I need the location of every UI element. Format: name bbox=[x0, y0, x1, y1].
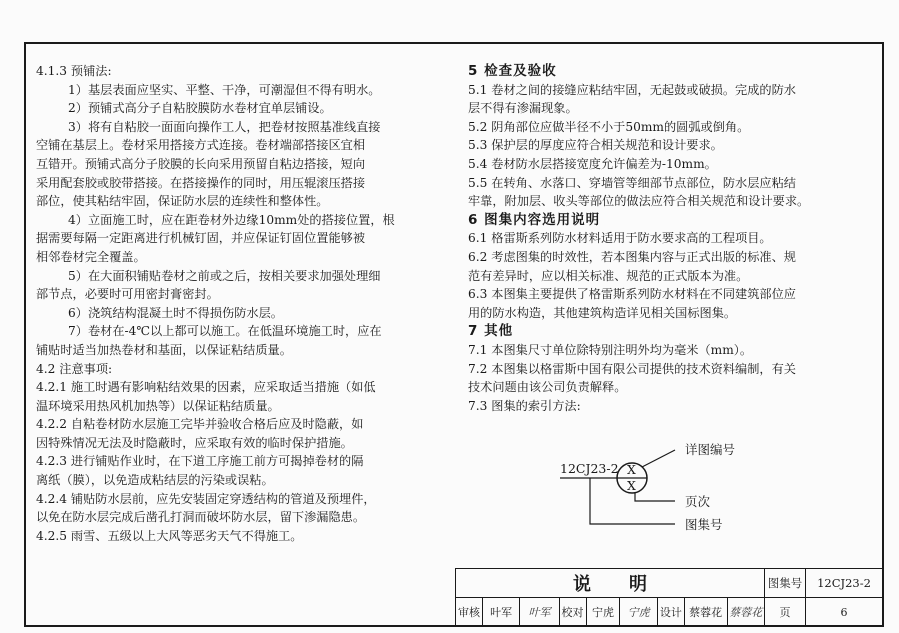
leader-detail bbox=[642, 450, 675, 467]
text-line: 2）预铺式高分子自粘胶膜防水卷材宜单层铺设。 bbox=[68, 101, 332, 116]
checker-name: 宁虎 bbox=[586, 598, 620, 627]
atlas-no: 12CJ23-2 bbox=[806, 569, 883, 598]
page-label: 页 bbox=[764, 598, 805, 627]
designer-signature: 蔡蓉花 bbox=[727, 598, 764, 627]
reviewer-name: 叶军 bbox=[482, 598, 519, 627]
page-number: 6 bbox=[806, 598, 883, 627]
text-line: 以免在防水层完成后凿孔打洞而破坏防水层，留下渗漏隐患。 bbox=[36, 510, 366, 525]
text-line: 温环境采用热风机加热等）以保证粘结质量。 bbox=[36, 398, 280, 413]
text-line: 6.3 本图集主要提供了格雷斯系列防水材料在不同建筑部位应 bbox=[468, 287, 796, 302]
left-column bbox=[36, 62, 454, 545]
text-line: 牢靠，附加层、收头等部位的做法应符合相关规范和设计要求。 bbox=[468, 194, 810, 209]
text-line: 部位，使其粘结牢固，保证防水层的连续性和整体性。 bbox=[36, 194, 329, 209]
leader-page bbox=[635, 493, 675, 501]
text-line: 5.3 保护层的厚度应符合相关规范和设计要求。 bbox=[468, 138, 723, 153]
text-line: 用的防水构造，其他建筑构造详见相关国标图集。 bbox=[468, 305, 737, 320]
text-line: 铺贴时适当加热卷材和基面，以保证粘结质量。 bbox=[36, 342, 292, 357]
text-line: 4.2.5 雨雪、五级以上大风等恶劣天气不得施工。 bbox=[36, 528, 303, 543]
section-heading: 6 图集内容选用说明 bbox=[468, 211, 601, 228]
text-line: 7.2 本图集以格雷斯中国有限公司提供的技术资料编制，有关 bbox=[468, 361, 796, 376]
text-line: 5.2 阴角部位应做半径不小于50mm的圆弧或倒角。 bbox=[468, 119, 750, 134]
text-line: 1）基层表面应坚实、平整、干净，可潮湿但不得有明水。 bbox=[68, 82, 381, 97]
text-line: 5）在大面积铺贴卷材之前或之后，按相关要求加强处理细 bbox=[68, 268, 381, 283]
check-label: 校对 bbox=[559, 598, 586, 627]
checker-signature: 宁虎 bbox=[620, 598, 657, 627]
text-line: 技术问题由该公司负责解释。 bbox=[468, 380, 627, 395]
text-line: 5.4 卷材防水层搭接宽度允许偏差为-10mm。 bbox=[468, 156, 717, 171]
review-label: 审核 bbox=[456, 598, 483, 627]
text-line: 4.2.2 自粘卷材防水层施工完毕并验收合格后应及时隐蔽，如 bbox=[36, 417, 364, 432]
text-line: 5.1 卷材之间的接缝应粘结牢固，无起鼓或破损。完成的防水 bbox=[468, 82, 796, 97]
text-line: 部节点，必要时可用密封膏密封。 bbox=[36, 287, 219, 302]
text-line: 4.2.1 施工时遇有影响粘结效果的因素，应采取适当措施（如低 bbox=[36, 380, 376, 395]
drawing-title: 说明 bbox=[456, 569, 765, 598]
text-line: 3）将有自粘胶一面面向操作工人，把卷材按照基准线直接 bbox=[68, 119, 381, 134]
text-line: 离纸（膜），以免造成粘结层的污染或误粘。 bbox=[36, 473, 274, 488]
label-atlas-number: 图集号 bbox=[685, 517, 723, 532]
text-line: 空铺在基层上。卷材采用搭接方式连接。卷材端部搭接区宜相 bbox=[36, 138, 366, 153]
text-line: 7.3 图集的索引方法: bbox=[468, 398, 581, 413]
text-line: 互错开。预铺式高分子胶膜的长向采用预留自粘边搭接，短向 bbox=[36, 156, 366, 171]
text-line: 据需要每隔一定距离进行机械钉固，并应保证钉固位置能够被 bbox=[36, 231, 366, 246]
text-line: 5.5 在转角、水落口、穿墙管等细部节点部位，防水层应粘结 bbox=[468, 175, 796, 190]
text-line: 6.1 格雷斯系列防水材料适用于防水要求高的工程项目。 bbox=[468, 231, 772, 246]
section-heading: 7 其他 bbox=[468, 323, 514, 340]
text-line: 4.2.4 铺贴防水层前，应先安装固定穿透结构的管道及预埋件， bbox=[36, 491, 376, 506]
index-method-diagram bbox=[520, 430, 780, 540]
text-line: 4.1.3 预铺法: bbox=[36, 64, 112, 78]
text-line: 采用配套胶或胶带搭接。在搭接操作的同时，用压辊滚压搭接 bbox=[36, 175, 366, 190]
text-line: 4.2.3 进行铺贴作业时，在下道工序施工前方可揭掉卷材的隔 bbox=[36, 454, 364, 469]
text-line: 层不得有渗漏现象。 bbox=[468, 101, 578, 116]
right-column bbox=[468, 62, 868, 415]
atlas-no-label: 图集号 bbox=[764, 569, 805, 598]
text-line: 相邻卷材完全覆盖。 bbox=[36, 249, 146, 264]
title-block bbox=[455, 568, 883, 627]
diagram-atlas-code: 12CJ23-2 bbox=[560, 461, 619, 476]
reviewer-signature: 叶军 bbox=[520, 598, 559, 627]
text-line: 范有差异时，应以相关标准、规范的正式版本为准。 bbox=[468, 268, 749, 283]
label-page-number: 页次 bbox=[685, 494, 711, 509]
text-line: 4.2 注意事项: bbox=[36, 361, 113, 376]
text-line: 6.2 考虑图集的时效性，若本图集内容与正式出版的标准、规 bbox=[468, 249, 796, 264]
index-mark-bottom: X bbox=[627, 478, 636, 493]
text-line: 7.1 本图集尺寸单位除特别注明外均为毫米（mm）。 bbox=[468, 342, 753, 357]
text-line: 4）立面施工时，应在距卷材外边缘10mm处的搭接位置，根 bbox=[68, 212, 395, 227]
designer-name: 蔡蓉花 bbox=[684, 598, 727, 627]
section-heading: 5 检查及验收 bbox=[468, 63, 557, 79]
label-detail-number: 详图编号 bbox=[685, 442, 736, 457]
design-label: 设计 bbox=[657, 598, 684, 627]
text-line: 因特殊情况无法及时隐蔽时，应采取有效的临时保护措施。 bbox=[36, 435, 353, 450]
text-line: 6）浇筑结构混凝土时不得损伤防水层。 bbox=[68, 305, 283, 320]
index-mark-top: X bbox=[627, 462, 636, 477]
text-line: 7）卷材在-4℃以上都可以施工。在低温环境施工时，应在 bbox=[68, 324, 382, 339]
